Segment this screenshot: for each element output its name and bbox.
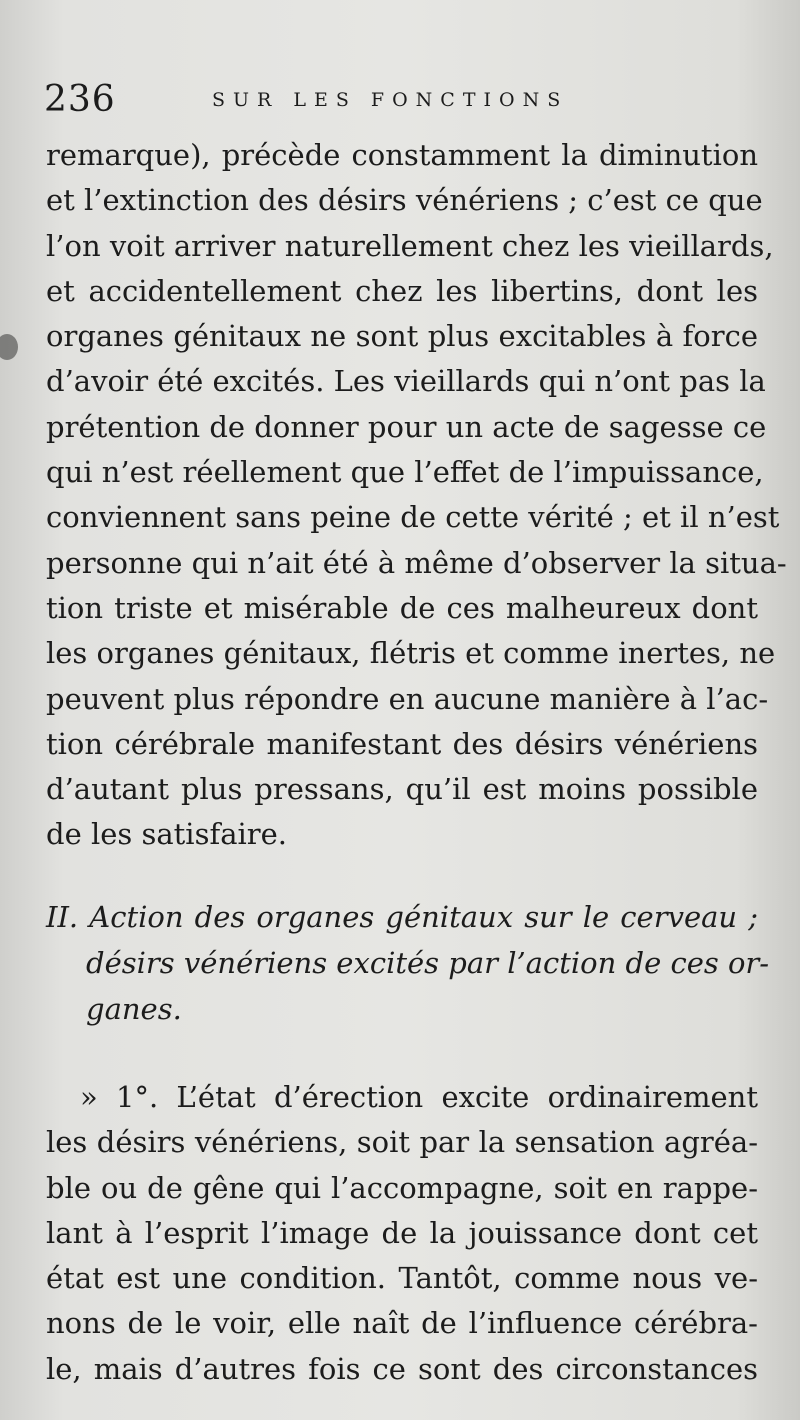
text-line: et accidentellement chez les libertins, dont les [46, 273, 758, 308]
ink-spot [0, 334, 18, 360]
running-title: SUR LES FONCTIONS [212, 89, 569, 111]
text-line: peuvent plus répondre en aucune manière à l’ac- [46, 681, 769, 716]
text-line: conviennent sans peine de cette vérité ; et il n’est [46, 500, 780, 535]
text-line: lant à l’esprit l’image de la jouissance dont cet [46, 1215, 758, 1250]
text-line: ble ou de gêne qui l’accompagne, soit en rappe- [46, 1170, 758, 1205]
heading-line: désirs vénériens excités par l’action de ces or- [86, 946, 770, 980]
text-line: nons de le voir, elle naît de l’influence cérébra- [46, 1306, 758, 1341]
text-line: état est une condition. Tantôt, comme nous ve- [46, 1261, 758, 1296]
text-line: les désirs vénériens, soit par la sensation agréa- [46, 1125, 758, 1160]
paragraph-1 [46, 133, 787, 858]
text-line: personne qui n’ait été à même d’observer la situa- [46, 545, 787, 580]
section-heading [46, 894, 770, 1032]
text-line: les organes génitaux, flétris et comme inertes, ne [46, 636, 776, 671]
text-line: l’on voit arriver naturellement chez les vieillards, [46, 228, 774, 263]
text-line: remarque), précède constamment la diminution [46, 138, 758, 172]
heading-line: II. Action des organes génitaux sur le cerveau ; [46, 900, 758, 934]
text-line: et l’extinction des désirs vénériens ; c’est ce que [46, 183, 763, 218]
text-line: tion cérébrale manifestant des désirs vénériens [46, 726, 758, 761]
text-line: d’avoir été excités. Les vieillards qui n’ont pas la [46, 364, 766, 399]
text-line: prétention de donner pour un acte de sagesse ce [46, 409, 767, 444]
text-line: tion triste et misérable de ces malheureux dont [46, 590, 758, 625]
text-line: qui n’est réellement que l’effet de l’impuissance, [46, 455, 764, 490]
text-line: d’autant plus pressans, qu’il est moins possible [46, 772, 758, 807]
text-line: de les satisfaire. [46, 817, 288, 852]
paragraph-2 [46, 1075, 758, 1392]
page-number: 236 [44, 79, 116, 120]
heading-line: ganes. [86, 992, 182, 1026]
running-head [44, 74, 764, 126]
text-line: le, mais d’autres fois ce sont des circonstances [46, 1351, 758, 1386]
text-line: » 1°. L’état d’érection excite ordinairement [80, 1080, 758, 1114]
text-line: organes génitaux ne sont plus excitables à force [46, 319, 758, 354]
